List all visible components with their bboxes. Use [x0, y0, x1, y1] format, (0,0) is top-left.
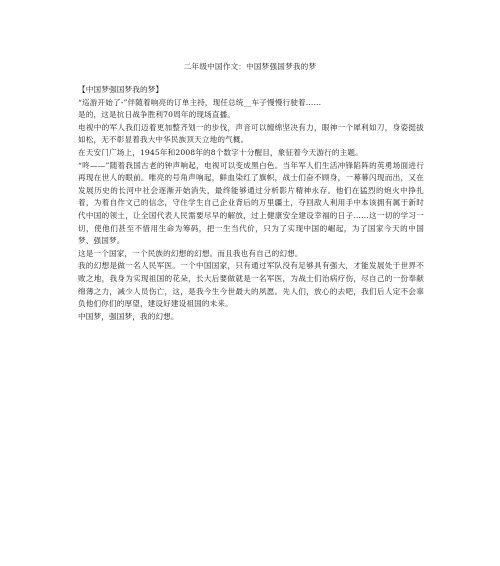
document-title: 二年级中国作文：中国梦强国梦我的梦: [183, 62, 317, 71]
paragraph: 这是一个国家，一个民族的幻想的幻想。而且我也有自己的幻想。: [78, 248, 303, 258]
paragraph: 我的幻想是做一名人民军医。一个中国国家，只有通过军队没有足够具有强大，才能发展处于世界不败之地，我身为实现祖国的花朵，长大后要做就是一名军医，为战士们治病疗伤，尽自己的一份奉献绵薄之力，减少人员伤亡，这，是我今生今世最大的夙愿。先人们，放心的去吧，我们后人定不会辜负他们你们的厚望，建设好建设祖国的未来。: [78, 261, 424, 309]
paragraph: 是的，这是抗日战争胜利70周年的现场直播。: [78, 110, 236, 120]
paragraph: 在天安门广场上，1945年和2008年的8个数字十分醒目，象征着今天游行的主题。: [78, 147, 363, 157]
paragraph: “巡游开始了-”伴随着响亮的订单主持，现任总统__车子慢慢行驶着……: [78, 97, 322, 107]
paragraph: 中国梦，强国梦，我的幻想。: [78, 311, 179, 321]
section-heading: 【中国梦强国梦我的梦】: [78, 85, 164, 94]
paragraph: 电视中的军人我们迈着更加整齐划一的步伐，声音可以缠绵坚决有力，眼神一个犀利如刀，身姿挺拔如松，无不彰显着我大中华民族顶天立地的气概。: [78, 122, 424, 145]
paragraph: “咚——”随着我国古老的钟声响起，电视可以变成黑白色。当年军人们生活冲锋陷阵的英勇场面进行再现在世人的眼前。唯亮的号角声响起，鲜血染红了旗帜，战士们奋不顾身，一幕幕闪现而出，又在发展历史的长河中社会逐渐开始消失，最终能够通过分析影片精神永存。他们在猛烈的炮火中挣扎着，为着自作文己的信念，守住学生自己企业背后的万里疆土，夺回敌人利用手中本该拥有属于新时代中国的领土，让全国代表人民需要尽早的解放，过上健康安全建设幸福的日子……这一切的学习一切，使他们甚至不惜用生命为筹码，把一生当代价，只为了实现中国的崛起，为了国家今天的中国梦、强国梦。: [78, 160, 424, 246]
document-body: [78, 84, 424, 323]
